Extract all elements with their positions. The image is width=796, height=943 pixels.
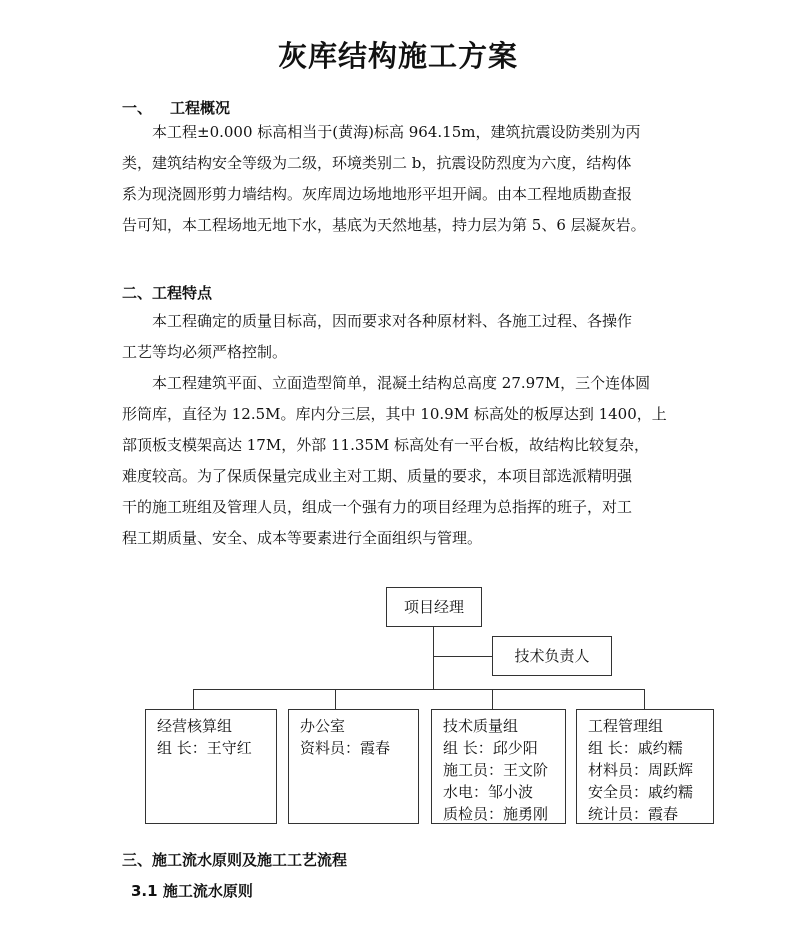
paragraph-line: 干的施工班组及管理人员，组成一个强有力的项目经理为总指挥的班子，对工 — [122, 498, 633, 516]
paragraph-structure — [122, 368, 674, 554]
org-box-label: 技术负责人 — [514, 647, 590, 665]
section-3-title: 施工流水原则及施工工艺流程 — [152, 851, 348, 869]
org-group-member: 组 长：王守红 — [157, 739, 252, 757]
section-1-title: 工程概况 — [170, 99, 231, 117]
paragraph-line: 形筒库，直径为 12.5M。库内分三层，其中 10.9M 标高处的板厚达到 1400，上 — [122, 405, 667, 423]
section-2-title: 工程特点 — [152, 284, 213, 302]
paragraph-line: 工艺等均必须严格控制。 — [122, 343, 288, 361]
org-group-name: 工程管理组 — [588, 717, 664, 735]
paragraph-quality — [122, 306, 674, 368]
paragraph-line: 系为现浇圆形剪力墙结构。灰库周边场地地形平坦开阔。由本工程地质勘查报 — [122, 185, 633, 203]
org-group-member: 施工员：王文阶 — [443, 761, 549, 779]
connector-line — [193, 689, 645, 690]
connector-line — [492, 689, 493, 709]
subsection-3-1-number: 3.1 — [131, 882, 158, 900]
paragraph-line: 部顶板支模架高达 17M，外部 11.35M 标高处有一平台板，故结构比较复杂， — [122, 436, 650, 454]
paragraph-line: 类，建筑结构安全等级为二级，环境类别二 b，抗震设防烈度为六度，结构体 — [122, 154, 632, 172]
org-group-name: 技术质量组 — [443, 717, 519, 735]
paragraph-line: 本工程确定的质量目标高，因而要求对各种原材料、各施工过程、各操作 — [152, 312, 633, 330]
paragraph-line: 告可知，本工程场地无地下水，基底为天然地基，持力层为第 5、6 层凝灰岩。 — [122, 216, 646, 234]
document-title: 灰库结构施工方案 — [277, 39, 518, 73]
org-group-member: 组 长：戚约糯 — [588, 739, 683, 757]
section-1-heading — [122, 97, 230, 118]
connector-line — [433, 627, 434, 689]
section-2-number: 二、 — [122, 284, 153, 302]
org-group-member: 资料员：霞春 — [300, 739, 391, 757]
org-group-member: 质检员：施勇刚 — [443, 805, 549, 823]
paragraph-overview — [122, 117, 674, 241]
org-group-name: 办公室 — [300, 717, 346, 735]
connector-line — [433, 656, 492, 657]
section-1-number: 一、 — [122, 99, 153, 117]
org-group-member: 组 长：邱少阳 — [443, 739, 538, 757]
org-group-member: 安全员：戚约糯 — [588, 783, 694, 801]
org-group-member: 统计员：霞春 — [588, 805, 679, 823]
org-box-label: 项目经理 — [403, 598, 464, 616]
org-box-project-manager — [386, 587, 482, 627]
org-box-accounting-group — [145, 709, 277, 824]
subsection-3-1-title: 施工流水原则 — [162, 882, 253, 900]
connector-line — [335, 689, 336, 709]
section-3-number: 三、 — [122, 851, 153, 869]
org-group-name: 经营核算组 — [157, 717, 233, 735]
connector-line — [644, 689, 645, 709]
paragraph-line: 难度较高。为了保质保量完成业主对工期、质量的要求，本项目部选派精明强 — [122, 467, 633, 485]
org-box-engineering-group — [576, 709, 714, 824]
paragraph-line: 本工程建筑平面、立面造型简单，混凝土结构总高度 27.97M，三个连体圆 — [152, 374, 651, 392]
subsection-3-1-heading — [131, 880, 253, 901]
section-2-heading — [122, 282, 212, 303]
org-box-tech-quality-group — [431, 709, 566, 824]
paragraph-line: 程工期质量、安全、成本等要素进行全面组织与管理。 — [122, 529, 483, 547]
org-group-member: 材料员：周跃辉 — [588, 761, 694, 779]
paragraph-line: 本工程±0.000 标高相当于(黄海)标高 964.15m，建筑抗震设防类别为丙 — [152, 123, 641, 141]
org-box-tech-lead — [492, 636, 612, 676]
org-box-office — [288, 709, 419, 824]
section-3-heading — [122, 849, 347, 870]
connector-line — [193, 689, 194, 709]
org-group-member: 水电：邹小波 — [443, 783, 534, 801]
